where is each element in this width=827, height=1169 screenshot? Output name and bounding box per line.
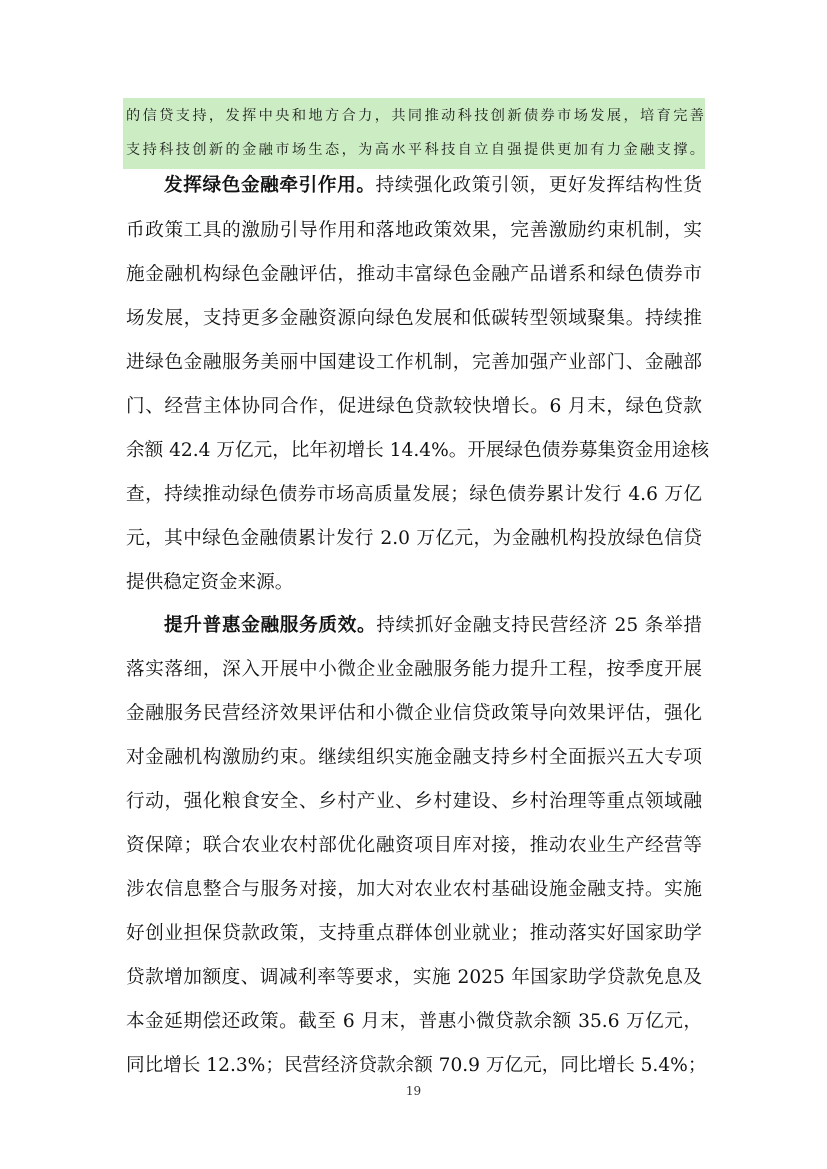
paragraph-text: 持续抓好金融支持民营经济 25 条举措 [376, 615, 702, 636]
paragraph-text: 持续强化政策引领，更好发挥结构性货 [375, 175, 702, 196]
page-number: 19 [405, 1084, 422, 1098]
heading-green-finance: 发挥绿色金融牵引作用。 [164, 175, 376, 196]
highlight-line: 的信贷支持，发挥中央和地方合力，共同推动科技创新债券市场发展，培育完善 [126, 108, 704, 124]
heading-inclusive-finance: 提升普惠金融服务质效。 [164, 615, 377, 636]
highlight-line: 支持科技创新的金融市场生态，为高水平科技自立自强提供更加有力金融支撑。 [126, 142, 704, 158]
